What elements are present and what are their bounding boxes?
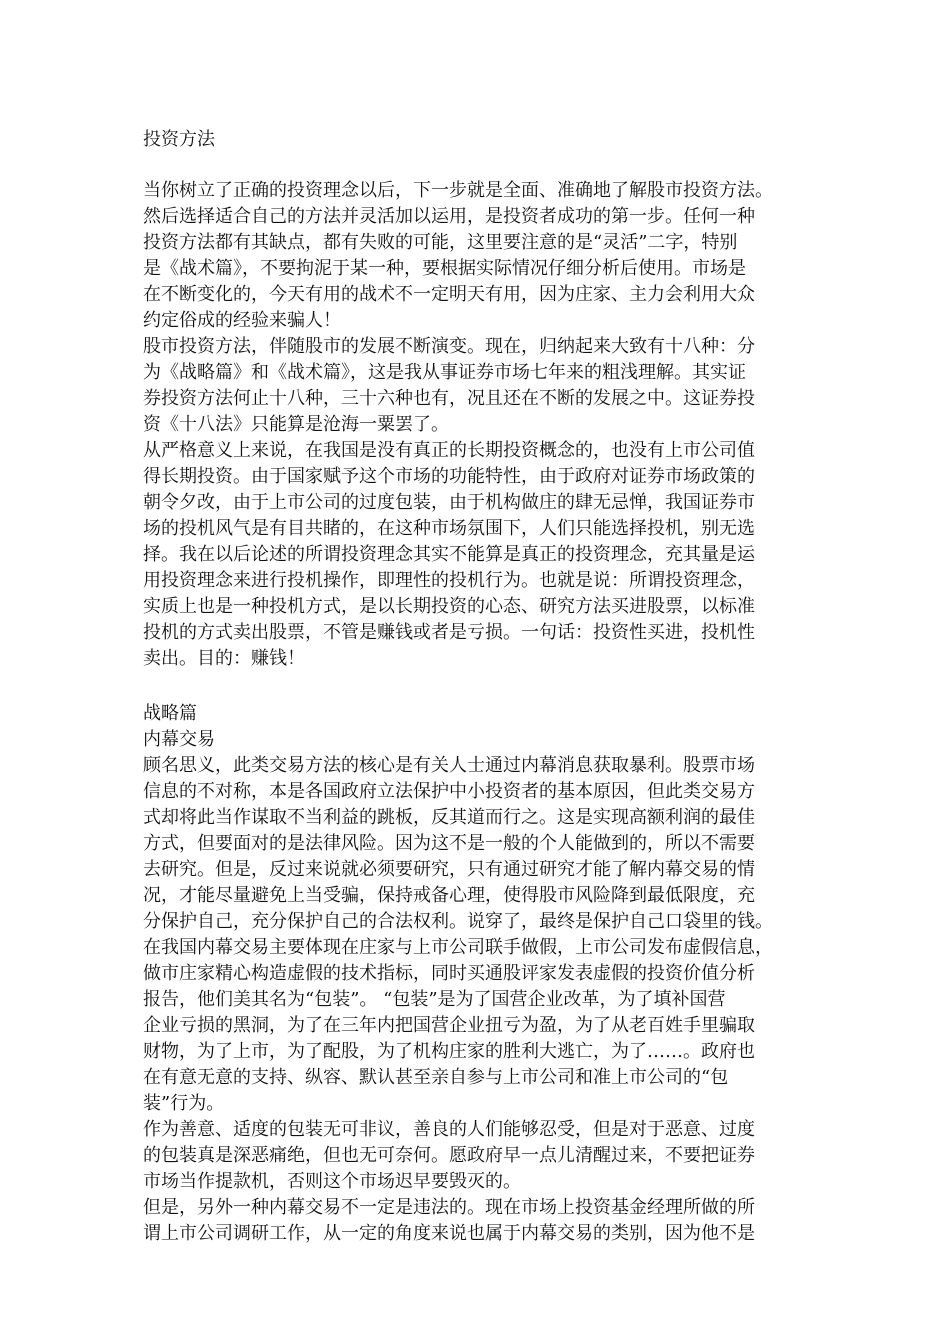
text-line: 式却将此当作谋取不当利益的跳板，反其道而行之。这是实现高额利润的最佳 xyxy=(143,807,755,828)
text-line: 况，才能尽量避免上当受骗，保持戒备心理，使得股市风险降到最低限度，充 xyxy=(143,885,755,906)
text-line: 择。我在以后论述的所谓投资理念其实不能算是真正的投资理念，充其量是运 xyxy=(143,544,755,565)
text-line: 约定俗成的经验来骗人！ xyxy=(143,310,341,331)
text-line: 在有意无意的支持、纵容、默认甚至亲自参与上市公司和准上市公司的“包 xyxy=(143,1067,729,1088)
text-line: 然后选择适合自己的方法并灵活加以运用，是投资者成功的第一步。任何一种 xyxy=(143,206,755,227)
text-line: 卖出。目的：赚钱！ xyxy=(143,648,305,669)
text-line: 分保护自己，充分保护自己的合法权利。说穿了，最终是保护自己口袋里的钱。 xyxy=(143,911,773,932)
text-line: 场的投机风气是有目共睹的，在这种市场氛围下，人们只能选择投机，别无选 xyxy=(143,518,755,539)
text-line: 去研究。但是，反过来说就必须要研究，只有通过研究才能了解内幕交易的情 xyxy=(143,859,755,880)
text-line: 顾名思义，此类交易方法的核心是有关人士通过内幕消息获取暴利。股票市场 xyxy=(143,755,755,776)
section-heading: 战略篇 xyxy=(143,703,197,724)
text-line: 企业亏损的黑洞，为了在三年内把国营企业扭亏为盈，为了从老百姓手里骗取 xyxy=(143,1015,755,1036)
text-line: 得长期投资。由于国家赋予这个市场的功能特性，由于政府对证券市场政策的 xyxy=(143,466,755,487)
text-line: 财物，为了上市，为了配股，为了机构庄家的胜利大逃亡，为了……。政府也 xyxy=(143,1041,755,1062)
text-line: 股市投资方法，伴随股市的发展不断演变。现在，归纳起来大致有十八种：分 xyxy=(143,336,755,357)
text-line: 资《十八法》只能算是沧海一粟罢了。 xyxy=(143,414,449,435)
text-line: 方式，但要面对的是法律风险。因为这不是一般的个人能做到的，所以不需要 xyxy=(143,833,755,854)
text-line: 投机的方式卖出股票，不管是赚钱或者是亏损。一句话：投资性买进，投机性 xyxy=(143,622,755,643)
text-line: 用投资理念来进行投机操作，即理性的投机行为。也就是说：所谓投资理念， xyxy=(143,570,755,591)
text-line: 谓上市公司调研工作，从一定的角度来说也属于内幕交易的类别，因为他不是 xyxy=(143,1223,755,1244)
text-line: 报告，他们美其名为“包装”。 “包装”是为了国营企业改革，为了填补国营 xyxy=(143,989,726,1010)
text-line: 做市庄家精心构造虚假的技术指标，同时买通股评家发表虚假的投资价值分析 xyxy=(143,963,755,984)
text-line: 信息的不对称，本是各国政府立法保护中小投资者的基本原因，但此类交易方 xyxy=(143,781,755,802)
text-line: 为《战略篇》和《战术篇》，这是我从事证券市场七年来的粗浅理解。其实证 xyxy=(143,362,746,383)
text-line: 在不断变化的，今天有用的战术不一定明天有用，因为庄家、主力会利用大众 xyxy=(143,284,755,305)
text-line: 投资方法都有其缺点，都有失败的可能，这里要注意的是“灵活”二字，特别 xyxy=(143,232,738,253)
text-line: 券投资方法何止十八种，三十六种也有，况且还在不断的发展之中。这证券投 xyxy=(143,388,755,409)
text-line: 从严格意义上来说，在我国是没有真正的长期投资概念的，也没有上市公司值 xyxy=(143,440,755,461)
text-line: 作为善意、适度的包装无可非议，善良的人们能够忍受，但是对于恶意、过度 xyxy=(143,1119,755,1140)
subsection-heading: 内幕交易 xyxy=(143,729,215,750)
text-line: 朝令夕改，由于上市公司的过度包装，由于机构做庄的肆无忌惮，我国证券市 xyxy=(143,492,755,513)
text-line: 在我国内幕交易主要体现在庄家与上市公司联手做假，上市公司发布虚假信息， xyxy=(143,937,773,958)
section-heading: 投资方法 xyxy=(143,129,215,150)
text-line: 当你树立了正确的投资理念以后，下一步就是全面、准确地了解股市投资方法。 xyxy=(143,180,773,201)
text-line: 市场当作提款机，否则这个市场迟早要毁灭的。 xyxy=(143,1171,521,1192)
text-line: 装”行为。 xyxy=(143,1093,225,1114)
text-line: 的包装真是深恶痛绝，但也无可奈何。愿政府早一点儿清醒过来，不要把证券 xyxy=(143,1145,755,1166)
text-line: 是《战术篇》，不要拘泥于某一种，要根据实际情况仔细分析后使用。市场是 xyxy=(143,258,746,279)
text-line: 但是，另外一种内幕交易不一定是违法的。现在市场上投资基金经理所做的所 xyxy=(143,1197,755,1218)
text-line: 实质上也是一种投机方式，是以长期投资的心态、研究方法买进股票，以标准 xyxy=(143,596,755,617)
